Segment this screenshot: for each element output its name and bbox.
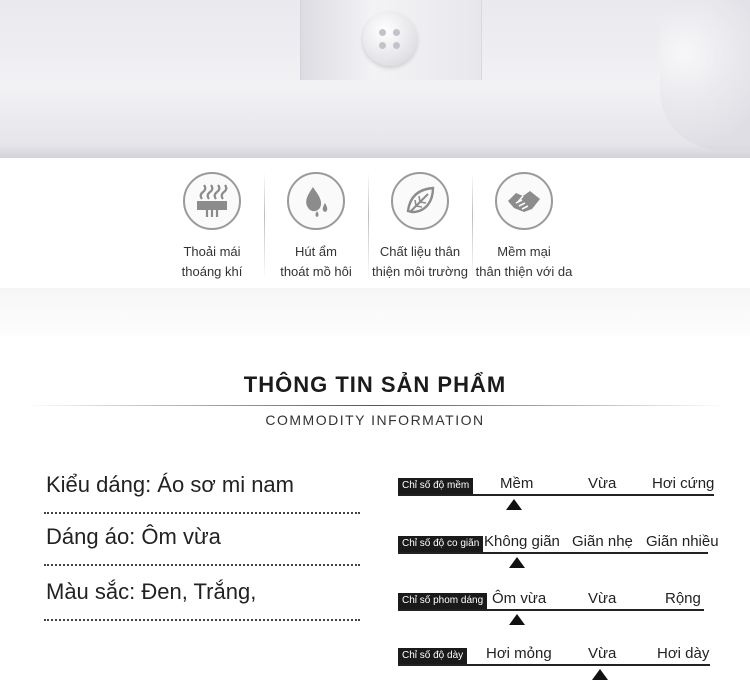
spec-row-color [46, 579, 360, 605]
scale-option: Ôm vừa [492, 590, 547, 607]
product-info-heading [0, 372, 750, 428]
scale-option: Không giãn [484, 533, 560, 550]
scale-marker-icon [509, 614, 525, 625]
feature-label-line1: Thoải mái [183, 244, 241, 259]
scale-option: Mềm [500, 475, 534, 492]
eco-leaf-icon [391, 172, 449, 230]
scale-option: Vừa [588, 645, 617, 662]
shirt-collar-fold [660, 0, 750, 150]
scale-option: Vừa [588, 590, 617, 607]
heading-divider [24, 405, 726, 406]
feature-label-line1: Mềm mại [497, 244, 551, 259]
spec-text: Kiểu dáng: Áo sơ mi nam [46, 472, 294, 497]
spec-text: Màu sắc: Đen, Trắng, [46, 579, 257, 604]
dotted-divider [44, 512, 360, 514]
feature-label-line2: thoáng khí [181, 264, 243, 279]
scale-line [398, 552, 708, 554]
shirt-button [363, 12, 417, 66]
scale-option: Vừa [588, 475, 617, 492]
spec-row-style [46, 472, 360, 498]
feature-item-eco [368, 168, 472, 286]
scale-marker-icon [509, 557, 525, 568]
scale-option: Hơi mỏng [486, 645, 552, 662]
feature-item-breathable [160, 168, 264, 286]
dotted-divider [44, 619, 360, 621]
scale-tag: Chỉ số phom dáng [398, 593, 487, 609]
scale-shape [398, 590, 718, 643]
scale-softness [398, 475, 718, 528]
scale-line [398, 494, 714, 496]
feature-label-line2: thiện môi trường [372, 264, 468, 279]
product-photo-banner [0, 0, 750, 158]
breathable-fabric-icon [183, 172, 241, 230]
scale-option: Rộng [665, 590, 701, 607]
scale-stretch [398, 533, 719, 586]
sweat-absorb-icon [287, 172, 345, 230]
dotted-divider [44, 564, 360, 566]
spec-text: Dáng áo: Ôm vừa [46, 524, 221, 549]
scale-thickness [398, 645, 718, 698]
scale-line [398, 609, 704, 611]
feature-label-line1: Hút ẩm [295, 244, 337, 259]
feature-label-line1: Chất liệu thân [379, 244, 461, 259]
feature-item-soft [472, 168, 576, 286]
scale-option: Giãn nhiều [646, 533, 719, 550]
scale-option: Hơi dày [657, 645, 710, 662]
feature-list [160, 168, 590, 286]
scale-marker-icon [506, 499, 522, 510]
page-title: THÔNG TIN SẢN PHẨM [243, 372, 507, 397]
scale-tag: Chỉ số độ dày [398, 648, 467, 664]
spec-row-fit [46, 524, 360, 550]
scale-option: Giãn nhẹ [572, 533, 633, 550]
scale-line [398, 664, 710, 666]
soft-touch-icon [495, 172, 553, 230]
scale-tag: Chỉ số độ mềm [398, 478, 473, 494]
scale-marker-icon [592, 669, 608, 680]
feature-item-sweat [264, 168, 368, 286]
section-divider-band [0, 288, 750, 336]
scale-option: Hơi cứng [652, 475, 715, 492]
feature-label-line2: thân thiện với da [475, 264, 573, 279]
scale-tag: Chỉ số độ co giãn [398, 536, 483, 552]
feature-label-line2: thoát mồ hôi [280, 264, 352, 279]
page-subtitle: COMMODITY INFORMATION [265, 412, 485, 428]
